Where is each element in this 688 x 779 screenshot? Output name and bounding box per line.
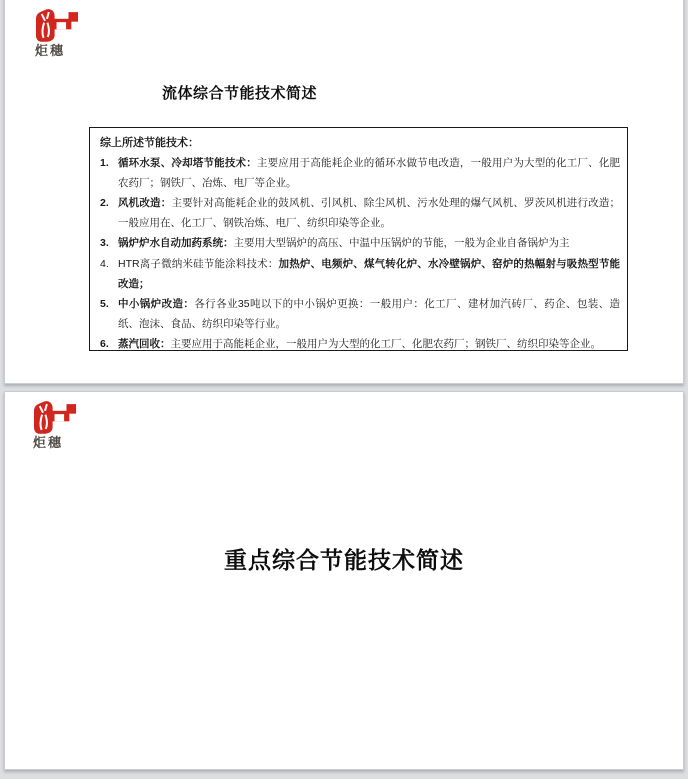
logo-text: 炬穗 [35, 43, 66, 58]
item-lead: 锅炉炉水自动加药系统： [118, 237, 234, 250]
box-header: 综上所述节能技术： [100, 137, 199, 149]
item-number: 4. [100, 257, 109, 270]
logo-text: 炬穗 [33, 435, 64, 450]
slide2-title: 重点综合节能技术简述 [224, 547, 464, 573]
item-number: 5. [100, 297, 109, 310]
company-logo [33, 400, 93, 449]
list-item-5 [90, 294, 620, 334]
slide-2 [4, 391, 684, 770]
list-item-1 [90, 153, 620, 193]
list-item-4 [90, 254, 620, 294]
item-number: 2. [100, 197, 109, 210]
slide-1 [4, 0, 684, 384]
item-text: 主要应用于高能耗企业，一般用户为大型的化工厂、化肥农药厂；钢铁厂、纺织印染等企业。 [170, 337, 601, 350]
content-box [89, 127, 628, 351]
list-item-2 [90, 193, 620, 233]
slide1-title: 流体综合节能技术简述 [162, 85, 318, 102]
torch-flame-icon [33, 400, 77, 435]
item-lead: 蒸汽回收： [118, 337, 171, 350]
list-item-6 [90, 334, 620, 354]
item-lead: 循环水泵、冷却塔节能技术： [118, 157, 257, 170]
item-lead: 中小锅炉改造： [118, 297, 195, 310]
item-text: 各行各业35吨以下的中小锅炉更换：一般用户：化工厂、建材加汽砖厂、药企、包装、造纸、泡沫、食品、纺织印染等行业。 [118, 297, 621, 330]
item-text: 主要针对高能耗企业的鼓风机、引风机、除尘风机、污水处理的爆气风机、罗茨风机进行改造；一般应用在、化工厂、钢铁冶炼、电厂、纺织印染等企业。 [118, 197, 621, 230]
item-lead: 风机改造： [118, 197, 172, 210]
item-text: 加热炉、电频炉、煤气转化炉、水冷壁锅炉、窑炉的热幅射与吸热型节能改造； [118, 257, 620, 290]
item-number: 3. [100, 237, 109, 250]
list-item-3 [90, 233, 620, 253]
torch-flame-icon [35, 8, 79, 43]
item-text: 主要应用于高能耗企业的循环水做节电改造，一般用户为大型的化工厂、化肥农药厂；钢铁厂、冶炼、电厂等企业。 [118, 157, 621, 190]
item-text: 主要用大型锅炉的高压、中温中压锅炉的节能，一般为企业自备锅炉为主 [233, 237, 570, 250]
item-number: 1. [100, 157, 109, 170]
item-number: 6. [100, 337, 109, 350]
company-logo [35, 8, 95, 57]
item-lead: HTR离子微纳米硅节能涂料技术： [118, 257, 279, 270]
